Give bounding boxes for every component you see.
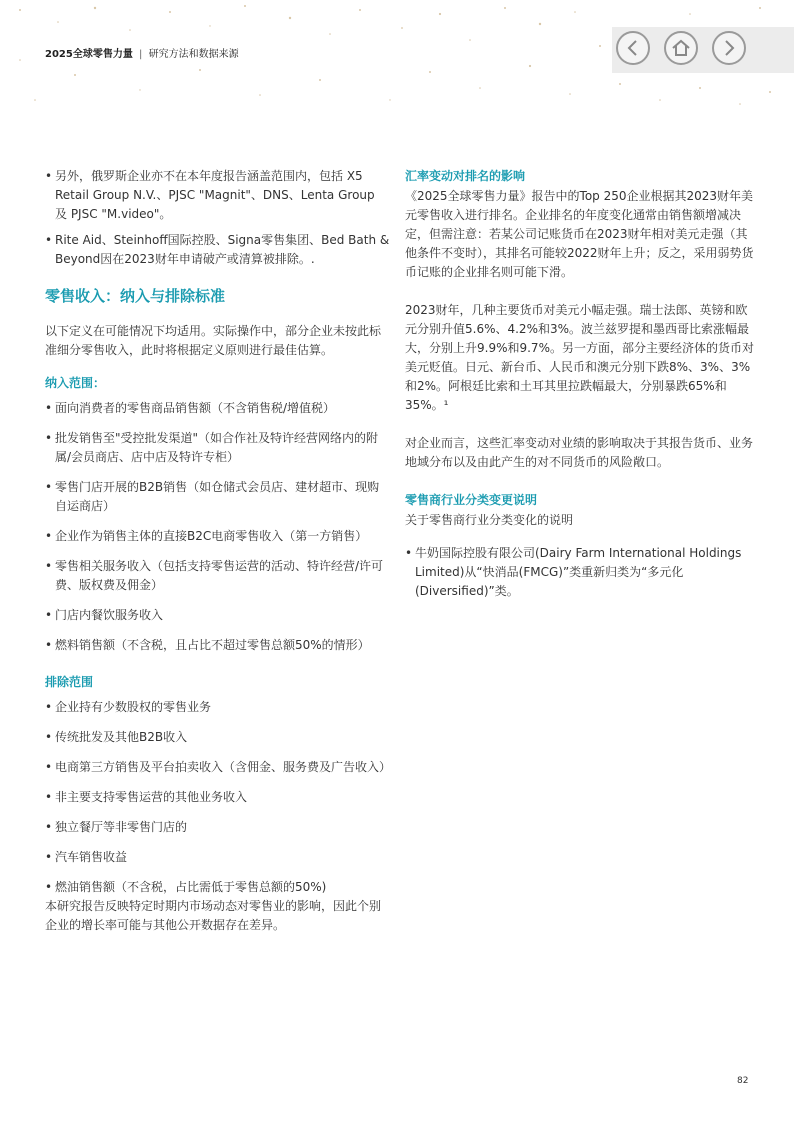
list-item: • 零售相关服务收入（包括支持零售运营的活动、特许经营/许可费、版权费及佣金） [45,557,390,595]
page-number: 82 [737,1076,749,1086]
list-item: • 燃料销售额（不含税，且占比不超过零售总额50%的情形） [45,636,390,655]
list-item: • 电商第三方销售及平台拍卖收入（含佣金、服务费及广告收入） [45,758,390,777]
list-item: • 燃油销售额（不含税，占比需低于零售总额的50%) [45,878,390,897]
closing-note: 本研究报告反映特定时期内市场动态对零售业的影响，因此个别企业的增长率可能与其他公开数据存在差异。 [45,899,382,932]
section-intro: 以下定义在可能情况下均适用。实际操作中，部分企业未按此标准细分零售收入，此时将根据定义原则进行最佳估算。 [45,324,382,357]
list-item: • 牛奶国际控股有限公司(Dairy Farm International Holdings Limited)从“快消品(FMCG)”类重新归类为“多元化(Diversified)”类。 [405,544,755,601]
fx-paragraph: 《2025全球零售力量》报告中的Top 250企业根据其2023财年美元零售收入进行排名。企业排名的年度变化通常由销售额增减决定，但需注意：若某公司记账货币在2023财年相对美元走强（其他条件不变时），其排名可能较2022财年上升；反之，采用弱势货币记账的企业排名则可能下滑。 [405,189,754,279]
left-column [45,167,390,935]
list-item: • 面向消费者的零售商品销售额（不含销售税/增值税） [45,399,390,418]
list-item: • 汽车销售收益 [45,848,390,867]
list-item: • 批发销售至"受控批发渠道"（如合作社及特许经营网络内的附属/会员商店、店中店及特许专柜） [45,429,390,467]
previous-page-button[interactable] [616,31,650,65]
home-button[interactable] [664,31,698,65]
russia-exclusion-list [45,167,390,269]
section-title: 零售收入：纳入与排除标准 [45,287,226,305]
include-title: 纳入范围： [45,376,106,390]
chevron-right-icon [714,33,744,63]
list-item: • 传统批发及其他B2B收入 [45,728,390,747]
exclude-title: 排除范围 [45,675,94,689]
header-separator: | [139,49,143,60]
fx-paragraph: 2023财年，几种主要货币对美元小幅走强。瑞士法郎、英镑和欧元分别升值5.6%、4.2%和3%。波兰兹罗提和墨西哥比索涨幅最大，分别上升9.9%和9.7%。另一方面，部分主要经济体的货币对美元贬值。日元、新台币、人民币和澳元分别下跌8%、3%、3%和2%。阿根廷比索和土耳其里拉跌幅最大，分别暴跌65%和35%。¹ [405,303,754,412]
list-item: • Rite Aid、Steinhoff国际控股、Signa零售集团、Bed Bath & Beyond因在2023财年申请破产或清算被排除。. [45,231,390,269]
right-column [405,167,755,601]
report-title: 2025全球零售力量 [45,49,133,60]
list-item: • 零售门店开展的B2B销售（如仓储式会员店、建材超市、现购自运商店） [45,478,390,516]
fx-section-title: 汇率变动对排名的影响 [405,169,526,183]
list-item: • 企业作为销售主体的直接B2C电商零售收入（第一方销售） [45,527,390,546]
classification-list [405,544,755,601]
running-header [45,45,239,60]
home-icon [666,33,696,63]
classification-title: 零售商行业分类变更说明 [405,493,538,507]
list-item: • 门店内餐饮服务收入 [45,606,390,625]
exclude-list [45,698,390,897]
fx-paragraph: 对企业而言，这些汇率变动对业绩的影响取决于其报告货币、业务地域分布以及由此产生的对不同货币的风险敞口。 [405,436,754,469]
section-subtitle: 研究方法和数据来源 [148,49,239,60]
classification-intro: 关于零售商行业分类变化的说明 [405,513,574,527]
include-list [45,399,390,655]
list-item: • 非主要支持零售运营的其他业务收入 [45,788,390,807]
list-item: • 独立餐厅等非零售门店的 [45,818,390,837]
next-page-button[interactable] [712,31,746,65]
chevron-left-icon [618,33,648,63]
list-item: • 另外，俄罗斯企业亦不在本年度报告涵盖范围内，包括 X5 Retail Group N.V.、PJSC "Magnit"、DNS、Lenta Group 及 PJSC "M.video"。 [45,167,390,224]
list-item: • 企业持有少数股权的零售业务 [45,698,390,717]
